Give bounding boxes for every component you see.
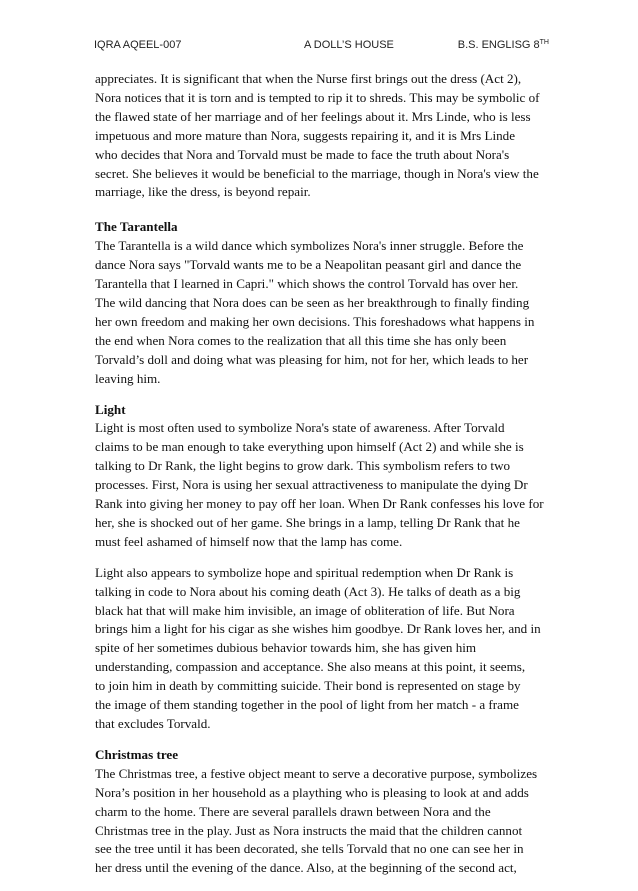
text-line: the end when Nora comes to the realization that all this time she has only been [95,332,507,348]
text-line: to join him in death by committing suicide. Their bond is represented on stage by [95,678,521,694]
text-line: her dress until the evening of the dance. Also, at the beginning of the second act, [95,860,517,876]
text-line: must feel ashamed of himself now that the lamp has come. [95,533,403,549]
text-line: Light is most often used to symbolize Nora's state of awareness. After Torvald [95,420,505,436]
text-line: brings him a light for his cigar as she wishes him goodbye. Dr Rank loves her, and in [95,621,541,637]
text-line: her, she is shocked out of her game. She brings in a lamp, telling Dr Rank that he [95,514,520,530]
text-line: Tarantella that I learned in Capri." which shows the control Torvald has over her. [95,276,519,292]
text-line: Light also appears to symbolize hope and spiritual redemption when Dr Rank is [95,564,514,580]
text-line: Nora’s position in her household as a plaything who is pleasing to look at and adds [95,784,529,800]
text-line: dance Nora says "Torvald wants me to be a Neapolitan peasant girl and dance the [95,257,522,273]
header-course-superscript: TH [539,39,549,46]
page-header [94,37,549,53]
section-tarantella [95,218,557,388]
text-line: secret. She believes it would be beneficial to the marriage, though in Nora's view the [95,165,539,181]
text-line: Christmas tree in the play. Just as Nora instructs the maid that the children cannot [95,822,523,838]
section-light-continued [95,564,557,734]
text-line: understanding, compassion and acceptance. She also means at this point, it seems, [95,659,526,675]
text-line: leaving him. [95,370,161,386]
text-line: processes. First, Nora is using her sexual attractiveness to manipulate the dying Dr [95,477,528,493]
text-line: the flawed state of her marriage and of her feelings about it. Mrs Linde, who is less [95,108,531,124]
text-line: impetuous and more mature than Nora, suggests repairing it, and it is Mrs Linde [95,127,516,143]
header-title: A DOLL’S HOUSE [304,39,394,51]
section-christmas-tree [95,746,557,878]
document-body [95,70,557,891]
text-line: Nora notices that it is torn and is tempted to rip it to shreds. This may be symbolic of [95,89,540,105]
section-light [95,401,557,552]
intro-paragraph [95,70,557,202]
text-line: Torvald’s doll and doing what was pleasing for him, not for her, which leads to her [95,351,529,367]
text-line: marriage, like the dress, is beyond repair. [95,184,311,200]
text-line: appreciates. It is significant that when the Nurse first brings out the dress (Act 2), [95,71,522,86]
text-line: that excludes Torvald. [95,716,211,731]
text-line: charm to the home. There are several parallels drawn between Nora and the [95,803,491,819]
section-heading: Christmas tree [95,746,179,762]
header-course [458,37,549,53]
section-heading: The Tarantella [95,219,178,235]
text-line: her own freedom and making her own decisions. This foreshadows what happens in [95,313,535,329]
text-line: The Tarantella is a wild dance which symbolizes Nora's inner struggle. Before the [95,238,524,254]
text-line: claims to be man enough to take everything upon himself (Act 2) and while she is [95,439,524,455]
text-line: black hat that will make him invisible, an image of obliteration of life. But Nora [95,602,515,618]
section-heading: Light [95,401,126,417]
header-course-text: B.S. ENGLISG 8 [457,39,540,51]
text-line: the image of them standing together in the pool of light from her match - a frame [95,697,519,713]
text-line: see the tree until it has been decorated, she tells Torvald that no one can see her in [95,841,524,857]
text-line: Rank into giving her money to pay off her loan. When Dr Rank confesses his love for [95,496,544,512]
text-line: talking in code to Nora about his coming death (Act 3). He talks of death as a big [95,583,521,599]
text-line: spite of her sometimes dubious behavior towards him, she has given him [95,640,477,656]
text-line: who decides that Nora and Torvald must be made to face the truth about Nora's [95,146,510,162]
text-line: The Christmas tree, a festive object meant to serve a decorative purpose, symbolizes [95,765,538,781]
text-line: talking to Dr Rank, the light begins to grow dark. This symbolism refers to two [95,458,511,474]
header-author: IQRA AQEEL-007 [94,39,182,51]
text-line: The wild dancing that Nora does can be seen as her breakthrough to finally finding [95,294,530,310]
